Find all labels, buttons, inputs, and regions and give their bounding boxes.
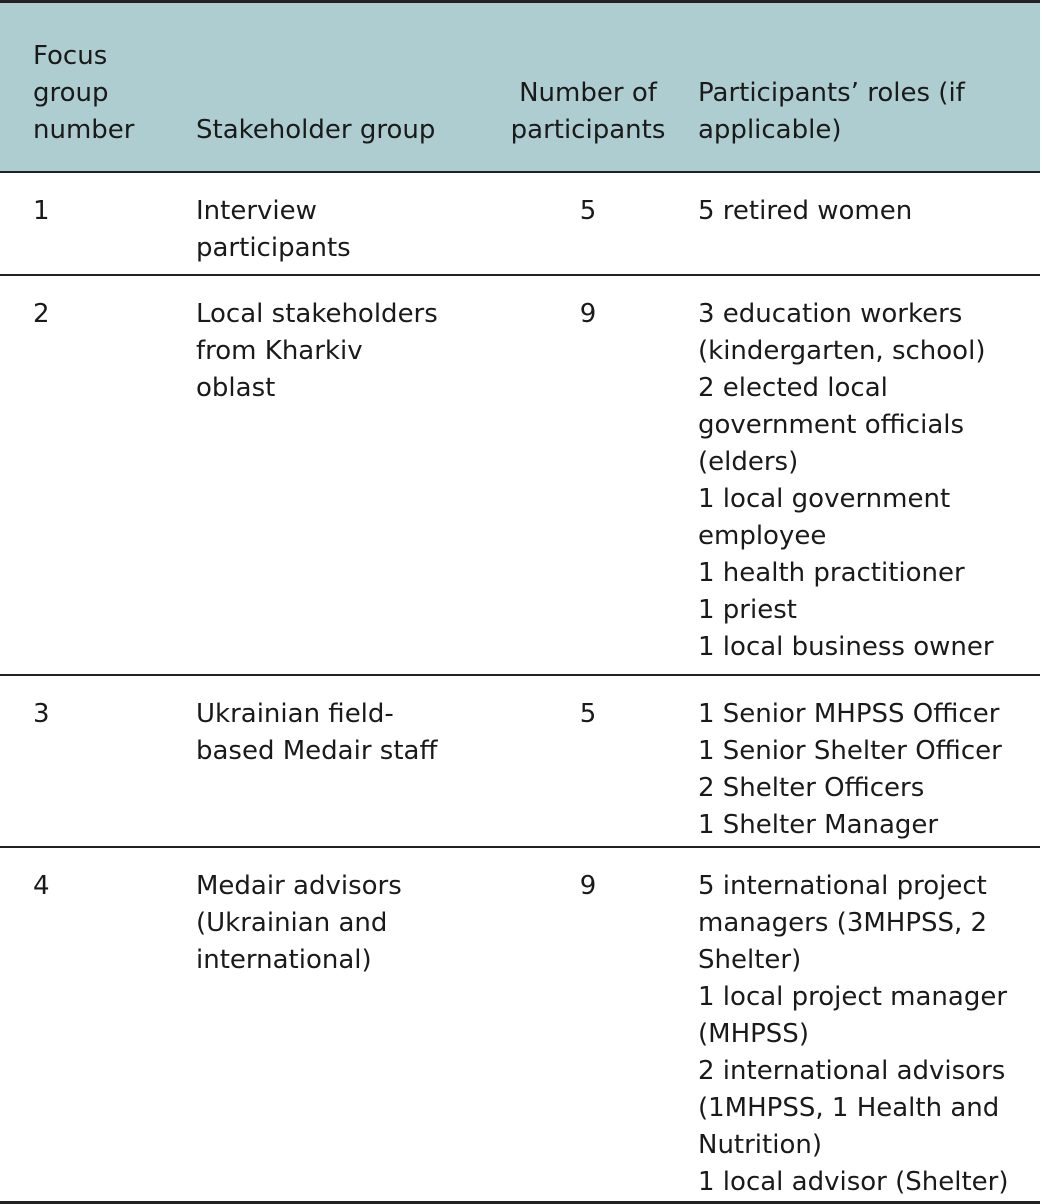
cell-stakeholder-group: Local stakeholders from Kharkiv oblast xyxy=(196,275,478,675)
cell-focus-group-number: 4 xyxy=(0,847,196,1203)
header-participants-roles: Participants’ roles (if applicable) xyxy=(698,2,1040,173)
cell-number-of-participants: 5 xyxy=(478,172,698,275)
table-row xyxy=(0,172,1040,275)
cell-stakeholder-group: Medair advisors (Ukrainian and international) xyxy=(196,847,478,1203)
cell-number-of-participants: 9 xyxy=(478,275,698,675)
header-stakeholder-group: Stakeholder group xyxy=(196,2,478,173)
cell-stakeholder-group: Interview participants xyxy=(196,172,478,275)
cell-participants-roles: 1 Senior MHPSS Officer 1 Senior Shelter Officer 2 Shelter Officers 1 Shelter Manager xyxy=(698,675,1040,847)
header-number-of-participants: Number of participants xyxy=(478,2,698,173)
cell-focus-group-number: 3 xyxy=(0,675,196,847)
cell-focus-group-number: 1 xyxy=(0,172,196,275)
cell-number-of-participants: 9 xyxy=(478,847,698,1203)
cell-participants-roles: 3 education workers (kindergarten, school) 2 elected local government officials (elders) 1 local government employee 1 health practitioner 1 priest 1 local business owner xyxy=(698,275,1040,675)
table-header xyxy=(0,2,1040,173)
cell-stakeholder-group: Ukrainian field- based Medair staff xyxy=(196,675,478,847)
header-focus-group-number: Focus group number xyxy=(0,2,196,173)
cell-number-of-participants: 5 xyxy=(478,675,698,847)
cell-participants-roles: 5 retired women xyxy=(698,172,1040,275)
table-row xyxy=(0,847,1040,1203)
table-row xyxy=(0,675,1040,847)
header-row xyxy=(0,2,1040,173)
table-row xyxy=(0,275,1040,675)
cell-focus-group-number: 2 xyxy=(0,275,196,675)
cell-participants-roles: 5 international project managers (3MHPSS, 2 Shelter) 1 local project manager (MHPSS) 2 international advisors (1MHPSS, 1 Health and Nutrition) 1 local advisor (Shelter) xyxy=(698,847,1040,1203)
table-body xyxy=(0,172,1040,1203)
